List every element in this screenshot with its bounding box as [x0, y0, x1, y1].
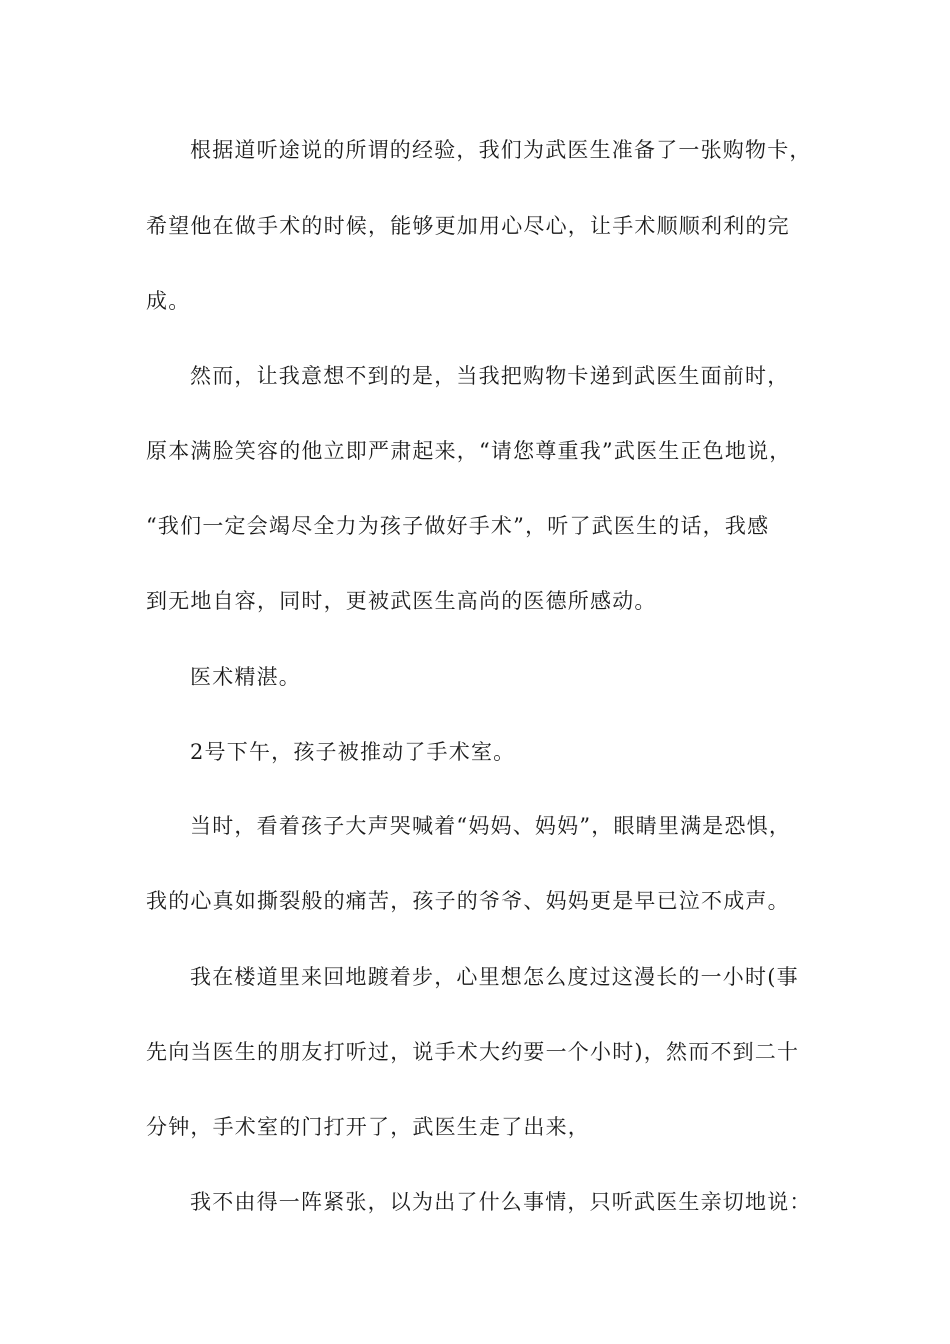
text-line: 成。	[146, 289, 191, 313]
text-line: 我在楼道里来回地踱着步，心里想怎么度过这漫长的一小时(事	[190, 965, 799, 989]
text-line: 根据道听途说的所谓的经验，我们为武医生准备了一张购物卡，	[190, 138, 812, 162]
text-line: 先向当医生的朋友打听过，说手术大约要一个小时)，然而不到二十	[146, 1040, 800, 1064]
text-line: 医术精湛。	[190, 665, 301, 689]
text-line: 分钟，手术室的门打开了，武医生走了出来，	[146, 1115, 590, 1139]
text-line: 到无地自容，同时，更被武医生高尚的医德所感动。	[146, 589, 657, 613]
text-line: 原本满脸笑容的他立即严肃起来，“请您尊重我”武医生正色地说，	[146, 439, 792, 463]
text-line: 然而，让我意想不到的是，当我把购物卡递到武医生面前时，	[190, 364, 790, 388]
text-line: 我不由得一阵紧张，以为出了什么事情，只听武医生亲切地说：	[190, 1190, 812, 1214]
text-line: 我的心真如撕裂般的痛苦，孩子的爷爷、妈妈更是早已泣不成声。	[146, 889, 790, 913]
text-line: 当时，看着孩子大声哭喊着“妈妈、妈妈”，眼睛里满是恐惧，	[190, 814, 792, 838]
text-line: “我们一定会竭尽全力为孩子做好手术”，听了武医生的话，我感	[146, 514, 770, 538]
text-line: 2号下午，孩子被推动了手术室。	[190, 740, 516, 764]
text-line: 希望他在做手术的时候，能够更加用心尽心，让手术顺顺利利的完	[146, 214, 790, 238]
